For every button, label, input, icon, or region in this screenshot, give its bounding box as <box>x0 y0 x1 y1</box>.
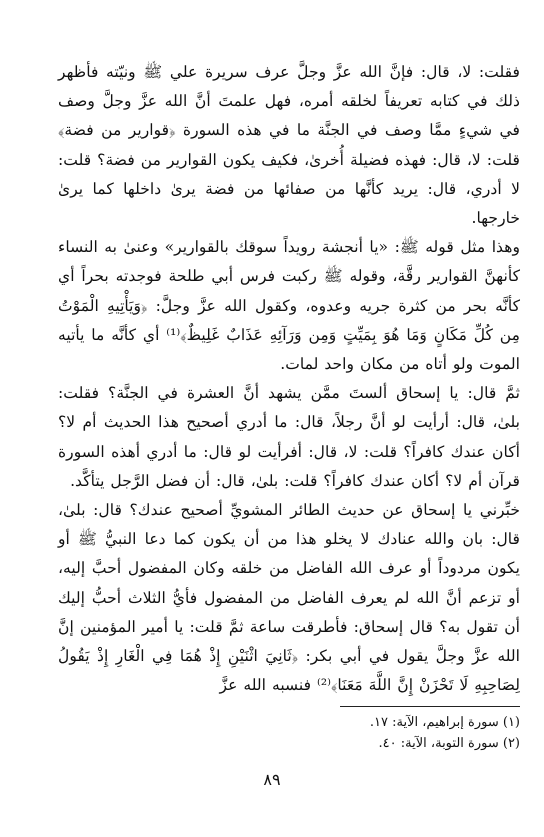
footnotes <box>220 712 520 754</box>
main-text <box>58 58 520 700</box>
footnote-1: (١) سورة إبراهيم، الآية: ١٧. <box>369 715 520 730</box>
page-number: ٨٩ <box>263 770 281 789</box>
footnote-2: (٢) سورة التوبة، الآية: ٤٠. <box>378 736 520 751</box>
paragraph-3: ثمَّ قال: يا إسحاق ألستَ ممَّن يشهد أنَّ العشرة في الجنَّة؟ فقلت: بلىٰ، قال: أرأيت لو أنَّ رجلاً، قال: ما أدري أصحيح هذا الحديث أم لا؟ أكان عندك كافراً؟ قلت: لا، قال: أفرأيت لو قال: ما أدري أهذه السورة قرآن أم لا؟ أكان عندك كافراً؟ قلت: بلىٰ، قال: أن فضل الرَّجل يتأكَّد. <box>58 384 520 490</box>
paragraph-1: فقلت: لا، قال: فإنَّ الله عزَّ وجلَّ عرف سريرة علي ﷺ ونيّته فأظهر ذلك في كتابه تعريفاً لخلقه أمره، فهل علمتَ أنَّ الله عزَّ وجلَّ وصف في شيءٍ ممَّا وصف في الجنَّة ما في هذه السورة ﴿قوارير من فضة﴾ قلت: لا، قال: فهذه فضيلة أُخرىٰ، فكيف يكون القوارير من فضة؟ قلت: لا أدري، قال: يريد كأنَّها من صفائها من فضة يرىٰ داخلها كما يرىٰ خارجها. <box>58 63 520 228</box>
paragraph-2: وهذا مثل قوله ﷺ: «يا أنجشة رويداً سوقك بالقوارير» وعنىٰ به النساء كأنهنَّ القوارير رقَّة، وقوله ﷺ ركبت فرس أبي طلحة فوجدته بحراً أي كأنَّه بحر من كثرة جريه وعدوه، وكقول الله عزَّ وجلَّ: ﴿وَيَأْتِيهِ الْمَوْتُ مِن كُلِّ مَكَانٍ وَمَا هُوَ بِمَيِّتٍ وَمِن وَرَآئِهِ عَذَابٌ غَلِيظٌ﴾⁽¹⁾ أي كأنَّه ما يأتيه الموت ولو أتاه من مكان واحد لمات. <box>58 238 521 374</box>
paragraph-4: خبِّرني يا إسحاق عن حديث الطائر المشويِّ أصحيح عندك؟ قال: بلىٰ، قال: بان والله عنادك لا يخلو هذا من أن يكون كما دعا النبيُّ ﷺ أو يكون مردوداً أو عرف الله الفاضل من خلقه وكان المفضول أحبَّ إليه، أو تزعم أنَّ الله لم يعرف الفاضل من المفضول فأيُّ الثلاث أحبُّ إليك أن تقول به؟ قال إسحاق: فأطرقت ساعة ثمَّ قلت: يا أمير المؤمنين إنَّ الله عزَّ وجلَّ يقول في أبي بكر: ﴿ثَانِيَ اثْنَيْنِ إِذْ هُمَا فِي الْغَارِ إِذْ يَقُولُ لِصَاحِبِهِ لَا تَحْزَنْ إِنَّ اللَّهَ مَعَنَا﴾⁽²⁾ فنسبه الله عزَّ <box>58 501 520 695</box>
footnote-divider <box>340 706 520 707</box>
